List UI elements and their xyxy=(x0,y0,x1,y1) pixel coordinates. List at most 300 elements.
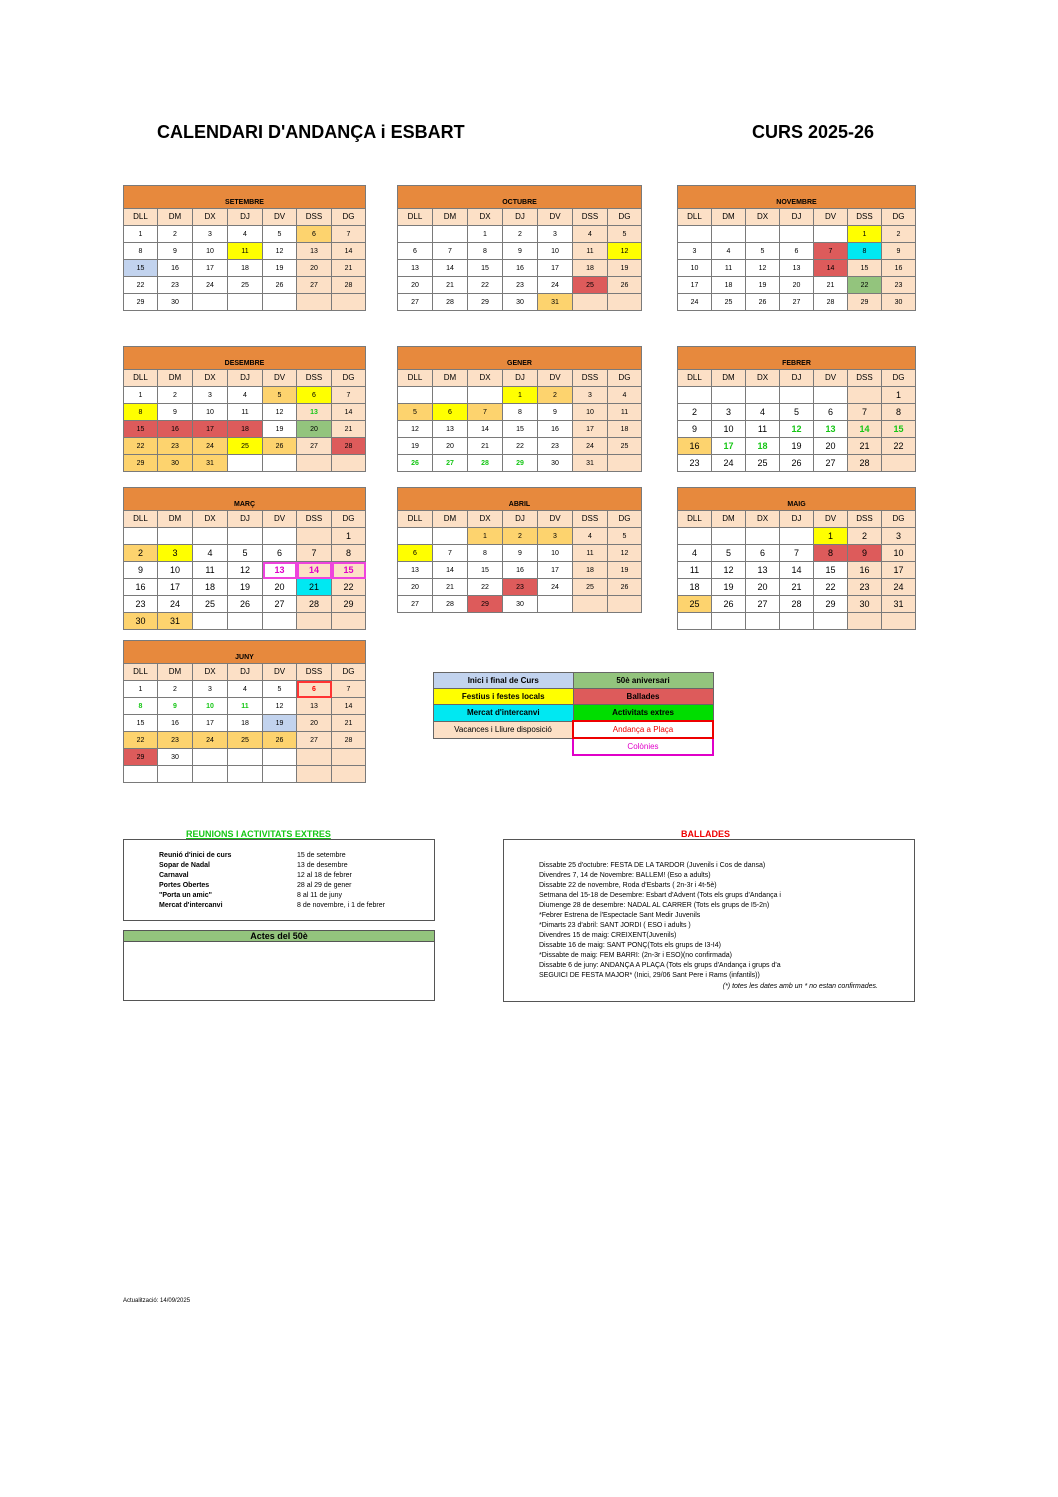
day-cell: 25 xyxy=(228,732,263,749)
empty-cell xyxy=(263,455,297,472)
legend-item: Inici i final de Curs xyxy=(434,673,574,689)
weekday-header: DV xyxy=(814,511,848,528)
empty-cell xyxy=(228,613,263,630)
day-cell: 24 xyxy=(193,732,228,749)
day-cell: 13 xyxy=(433,421,468,438)
month-name: DESEMBRE xyxy=(124,347,366,370)
day-cell: 17 xyxy=(678,277,712,294)
ballada-line: Dissabte 6 de juny: ANDANÇA A PLAÇA (Tots els grups d'Andança i grups d'a xyxy=(539,962,781,969)
day-cell: 1 xyxy=(124,387,158,404)
day-cell: 2 xyxy=(848,528,882,545)
empty-cell xyxy=(573,294,608,311)
day-cell: 18 xyxy=(228,260,263,277)
day-cell: 21 xyxy=(332,715,366,732)
day-cell: 8 xyxy=(468,545,503,562)
day-cell: 15 xyxy=(468,562,503,579)
day-cell: 11 xyxy=(608,404,642,421)
day-cell: 13 xyxy=(814,421,848,438)
legend-item: Mercat d'intercanvi xyxy=(434,705,574,722)
reunion-date: 8 al 11 de juny xyxy=(297,892,343,899)
empty-cell xyxy=(712,226,746,243)
weekday-header: DV xyxy=(538,370,573,387)
ballades-note: (*) totes les dates amb un * no estan confirmades. xyxy=(722,983,878,990)
weekday-header: DLL xyxy=(124,664,158,681)
day-cell: 13 xyxy=(297,243,332,260)
day-cell: 27 xyxy=(297,438,332,455)
day-cell: 17 xyxy=(538,260,573,277)
day-cell: 29 xyxy=(848,294,882,311)
day-cell: 18 xyxy=(678,579,712,596)
day-cell: 21 xyxy=(433,277,468,294)
day-cell: 12 xyxy=(228,562,263,579)
day-cell: 27 xyxy=(398,294,433,311)
day-cell: 3 xyxy=(538,528,573,545)
day-cell: 11 xyxy=(678,562,712,579)
day-cell: 5 xyxy=(780,404,814,421)
day-cell: 11 xyxy=(712,260,746,277)
empty-cell xyxy=(228,749,263,766)
weekday-header: DLL xyxy=(124,209,158,226)
day-cell: 23 xyxy=(503,579,538,596)
day-cell: 16 xyxy=(158,260,193,277)
day-cell: 23 xyxy=(158,732,193,749)
empty-cell xyxy=(780,528,814,545)
day-cell: 10 xyxy=(538,545,573,562)
weekday-header: DV xyxy=(263,664,297,681)
day-cell: 9 xyxy=(678,421,712,438)
weekday-header: DM xyxy=(433,370,468,387)
day-cell: 9 xyxy=(158,243,193,260)
day-cell: 2 xyxy=(538,387,573,404)
weekday-header: DX xyxy=(193,511,228,528)
day-cell: 2 xyxy=(678,404,712,421)
day-cell: 3 xyxy=(712,404,746,421)
weekday-header: DJ xyxy=(503,511,538,528)
day-cell: 18 xyxy=(228,715,263,732)
day-cell: 7 xyxy=(780,545,814,562)
day-cell: 13 xyxy=(297,698,332,715)
day-cell: 3 xyxy=(193,681,228,698)
empty-cell xyxy=(678,613,712,630)
empty-cell xyxy=(193,766,228,783)
day-cell: 28 xyxy=(297,596,332,613)
day-cell: 14 xyxy=(332,698,366,715)
day-cell: 11 xyxy=(573,243,608,260)
day-cell: 31 xyxy=(882,596,916,613)
day-cell: 26 xyxy=(263,277,297,294)
day-cell: 1 xyxy=(468,226,503,243)
empty-cell xyxy=(193,294,228,311)
day-cell: 5 xyxy=(712,545,746,562)
empty-cell xyxy=(398,226,433,243)
month-name: NOVEMBRE xyxy=(678,186,916,209)
weekday-header: DV xyxy=(538,209,573,226)
empty-cell xyxy=(297,766,332,783)
day-cell: 8 xyxy=(814,545,848,562)
ballada-line: Divendres 15 de maig: CREIXENT(Juvenils) xyxy=(539,932,677,939)
day-cell: 21 xyxy=(433,579,468,596)
weekday-header: DSS xyxy=(573,511,608,528)
legend-item: Ballades xyxy=(573,689,713,705)
legend-item: 50è aniversari xyxy=(573,673,713,689)
weekday-header: DX xyxy=(746,370,780,387)
day-cell: 4 xyxy=(193,545,228,562)
reunion-row xyxy=(159,862,348,872)
empty-cell xyxy=(124,766,158,783)
day-cell: 6 xyxy=(263,545,297,562)
day-cell: 23 xyxy=(848,579,882,596)
actes-title: Actes del 50è xyxy=(124,931,434,942)
day-cell: 8 xyxy=(124,243,158,260)
day-cell: 25 xyxy=(678,596,712,613)
empty-cell xyxy=(814,613,848,630)
weekday-header: DG xyxy=(332,664,366,681)
weekday-header: DM xyxy=(712,511,746,528)
day-cell: 15 xyxy=(468,260,503,277)
day-cell: 16 xyxy=(158,421,193,438)
day-cell: 27 xyxy=(746,596,780,613)
day-cell: 18 xyxy=(228,421,263,438)
day-cell: 14 xyxy=(814,260,848,277)
empty-cell xyxy=(678,528,712,545)
day-cell: 30 xyxy=(158,294,193,311)
reunion-name: Mercat d'intercanvi xyxy=(159,902,223,909)
ballada-line: Setmana del 15-18 de Desembre: Esbart d'Advent (Tots els grups d'Andança i xyxy=(539,892,781,899)
calendar-maig xyxy=(677,487,916,630)
calendar-octubre xyxy=(397,185,642,311)
empty-cell xyxy=(263,749,297,766)
empty-cell xyxy=(263,613,297,630)
day-cell: 15 xyxy=(882,421,916,438)
weekday-header: DSS xyxy=(297,664,332,681)
day-cell: 21 xyxy=(332,260,366,277)
day-cell: 15 xyxy=(814,562,848,579)
empty-cell xyxy=(158,528,193,545)
day-cell: 23 xyxy=(503,277,538,294)
day-cell: 24 xyxy=(678,294,712,311)
day-cell: 28 xyxy=(433,294,468,311)
day-cell: 18 xyxy=(573,562,608,579)
empty-cell xyxy=(882,613,916,630)
day-cell: 17 xyxy=(712,438,746,455)
empty-cell xyxy=(712,528,746,545)
weekday-header: DV xyxy=(814,209,848,226)
day-cell: 16 xyxy=(124,579,158,596)
empty-cell xyxy=(746,613,780,630)
day-cell: 8 xyxy=(468,243,503,260)
day-cell: 24 xyxy=(538,579,573,596)
day-cell: 25 xyxy=(573,579,608,596)
day-cell: 30 xyxy=(538,455,573,472)
weekday-header: DJ xyxy=(228,370,263,387)
month-name: OCTUBRE xyxy=(398,186,642,209)
day-cell: 23 xyxy=(678,455,712,472)
weekday-header: DLL xyxy=(678,370,712,387)
empty-cell xyxy=(780,613,814,630)
ballada-line: Divendres 7, 14 de Novembre: BALLEM! (Eso a adults) xyxy=(539,872,711,879)
weekday-header: DG xyxy=(332,370,366,387)
ballada-line: Dissabte 22 de novembre, Roda d'Esbarts ( 2n-3r i 4t-5è) xyxy=(539,882,717,889)
day-cell: 4 xyxy=(608,387,642,404)
weekday-header: DJ xyxy=(503,370,538,387)
day-cell: 19 xyxy=(608,562,642,579)
weekday-header: DSS xyxy=(848,209,882,226)
day-cell: 31 xyxy=(573,455,608,472)
day-cell: 23 xyxy=(124,596,158,613)
day-cell: 1 xyxy=(124,681,158,698)
day-cell: 27 xyxy=(297,732,332,749)
day-cell: 19 xyxy=(780,438,814,455)
ballada-line: *Dimarts 23 d'abril: SANT JORDI ( ESO i adults ) xyxy=(539,922,691,929)
day-cell: 13 xyxy=(263,562,297,579)
empty-cell xyxy=(263,528,297,545)
day-cell: 18 xyxy=(608,421,642,438)
day-cell: 30 xyxy=(848,596,882,613)
empty-cell xyxy=(193,528,228,545)
ballada-line: Dissabte 25 d'octubre: FESTA DE LA TARDOR (Juvenils i Cos de dansa) xyxy=(539,862,766,869)
day-cell: 9 xyxy=(503,545,538,562)
day-cell: 23 xyxy=(158,277,193,294)
weekday-header: DLL xyxy=(398,511,433,528)
day-cell: 15 xyxy=(503,421,538,438)
day-cell: 9 xyxy=(158,698,193,715)
day-cell: 28 xyxy=(332,277,366,294)
day-cell: 6 xyxy=(814,404,848,421)
day-cell: 14 xyxy=(433,260,468,277)
day-cell: 16 xyxy=(678,438,712,455)
day-cell: 28 xyxy=(780,596,814,613)
month-name: JUNY xyxy=(124,641,366,664)
day-cell: 4 xyxy=(712,243,746,260)
empty-cell xyxy=(398,528,433,545)
reunion-name: Carnaval xyxy=(159,872,189,879)
day-cell: 6 xyxy=(398,545,433,562)
empty-cell xyxy=(297,455,332,472)
day-cell: 28 xyxy=(814,294,848,311)
day-cell: 1 xyxy=(468,528,503,545)
empty-cell xyxy=(780,226,814,243)
day-cell: 21 xyxy=(814,277,848,294)
day-cell: 7 xyxy=(332,387,366,404)
day-cell: 22 xyxy=(124,732,158,749)
day-cell: 25 xyxy=(746,455,780,472)
weekday-header: DSS xyxy=(297,209,332,226)
day-cell: 6 xyxy=(297,681,332,698)
empty-cell xyxy=(332,455,366,472)
day-cell: 20 xyxy=(398,277,433,294)
day-cell: 23 xyxy=(882,277,916,294)
day-cell: 24 xyxy=(538,277,573,294)
weekday-header: DV xyxy=(263,370,297,387)
weekday-header: DX xyxy=(193,209,228,226)
day-cell: 29 xyxy=(124,294,158,311)
legend-table xyxy=(433,672,714,756)
day-cell: 28 xyxy=(848,455,882,472)
empty-cell xyxy=(814,387,848,404)
day-cell: 21 xyxy=(468,438,503,455)
weekday-header: DJ xyxy=(780,370,814,387)
reunion-date: 13 de desembre xyxy=(297,862,348,869)
day-cell: 26 xyxy=(780,455,814,472)
day-cell: 29 xyxy=(468,596,503,613)
day-cell: 30 xyxy=(882,294,916,311)
day-cell: 12 xyxy=(608,545,642,562)
day-cell: 14 xyxy=(848,421,882,438)
day-cell: 3 xyxy=(882,528,916,545)
day-cell: 6 xyxy=(433,404,468,421)
empty-cell xyxy=(193,613,228,630)
weekday-header: DLL xyxy=(398,209,433,226)
calendar-juny xyxy=(123,640,366,783)
reunion-row xyxy=(159,852,346,862)
day-cell: 4 xyxy=(573,528,608,545)
reunion-date: 28 al 29 de gener xyxy=(297,882,352,889)
day-cell: 30 xyxy=(158,749,193,766)
empty-cell xyxy=(678,226,712,243)
day-cell: 7 xyxy=(468,404,503,421)
day-cell: 9 xyxy=(503,243,538,260)
course-title: CURS 2025-26 xyxy=(752,122,875,142)
weekday-header: DM xyxy=(433,209,468,226)
day-cell: 11 xyxy=(193,562,228,579)
day-cell: 15 xyxy=(124,260,158,277)
actes-box xyxy=(123,930,435,1001)
day-cell: 14 xyxy=(433,562,468,579)
weekday-header: DJ xyxy=(503,209,538,226)
day-cell: 2 xyxy=(158,387,193,404)
reunion-date: 12 al 18 de febrer xyxy=(297,872,352,879)
day-cell: 5 xyxy=(263,226,297,243)
day-cell: 20 xyxy=(398,579,433,596)
month-name: SETEMBRE xyxy=(124,186,366,209)
reunions-title: REUNIONS I ACTIVITATS EXTRES xyxy=(186,829,331,839)
day-cell: 8 xyxy=(848,243,882,260)
day-cell: 12 xyxy=(746,260,780,277)
weekday-header: DSS xyxy=(573,209,608,226)
day-cell: 22 xyxy=(332,579,366,596)
day-cell: 13 xyxy=(780,260,814,277)
day-cell: 7 xyxy=(332,226,366,243)
day-cell: 28 xyxy=(332,438,366,455)
day-cell: 19 xyxy=(228,579,263,596)
day-cell: 2 xyxy=(882,226,916,243)
weekday-header: DX xyxy=(746,511,780,528)
day-cell: 13 xyxy=(746,562,780,579)
weekday-header: DLL xyxy=(124,370,158,387)
day-cell: 26 xyxy=(263,732,297,749)
day-cell: 20 xyxy=(814,438,848,455)
day-cell: 5 xyxy=(746,243,780,260)
day-cell: 2 xyxy=(158,226,193,243)
weekday-header: DM xyxy=(158,209,193,226)
day-cell: 27 xyxy=(433,455,468,472)
weekday-header: DJ xyxy=(780,511,814,528)
weekday-header: DG xyxy=(882,370,916,387)
ballada-line: Dissabte 16 de maig: SANT PONÇ(Tots els grups de I3-I4) xyxy=(539,942,721,949)
weekday-header: DJ xyxy=(780,209,814,226)
empty-cell xyxy=(746,387,780,404)
day-cell: 12 xyxy=(712,562,746,579)
day-cell: 15 xyxy=(124,421,158,438)
day-cell: 4 xyxy=(228,387,263,404)
day-cell: 3 xyxy=(678,243,712,260)
day-cell: 6 xyxy=(746,545,780,562)
legend-empty xyxy=(434,738,574,755)
day-cell: 29 xyxy=(124,749,158,766)
day-cell: 1 xyxy=(124,226,158,243)
day-cell: 29 xyxy=(814,596,848,613)
day-cell: 1 xyxy=(882,387,916,404)
calendar-novembre xyxy=(677,185,916,311)
day-cell: 26 xyxy=(746,294,780,311)
legend-item: Festius i festes locals xyxy=(434,689,574,705)
day-cell: 25 xyxy=(193,596,228,613)
day-cell: 7 xyxy=(814,243,848,260)
day-cell: 16 xyxy=(882,260,916,277)
day-cell: 1 xyxy=(848,226,882,243)
day-cell: 12 xyxy=(608,243,642,260)
weekday-header: DG xyxy=(882,511,916,528)
day-cell: 30 xyxy=(503,294,538,311)
day-cell: 5 xyxy=(263,681,297,698)
empty-cell xyxy=(332,766,366,783)
day-cell: 14 xyxy=(297,562,332,579)
empty-cell xyxy=(433,387,468,404)
day-cell: 27 xyxy=(263,596,297,613)
day-cell: 16 xyxy=(503,562,538,579)
day-cell: 8 xyxy=(503,404,538,421)
empty-cell xyxy=(573,596,608,613)
empty-cell xyxy=(712,613,746,630)
day-cell: 20 xyxy=(297,260,332,277)
day-cell: 9 xyxy=(158,404,193,421)
day-cell: 22 xyxy=(468,277,503,294)
day-cell: 13 xyxy=(398,260,433,277)
empty-cell xyxy=(538,596,573,613)
day-cell: 18 xyxy=(712,277,746,294)
day-cell: 22 xyxy=(503,438,538,455)
day-cell: 22 xyxy=(124,277,158,294)
day-cell: 29 xyxy=(468,294,503,311)
day-cell: 9 xyxy=(124,562,158,579)
weekday-header: DX xyxy=(746,209,780,226)
day-cell: 8 xyxy=(332,545,366,562)
weekday-header: DG xyxy=(882,209,916,226)
empty-cell xyxy=(297,613,332,630)
day-cell: 25 xyxy=(573,277,608,294)
day-cell: 19 xyxy=(398,438,433,455)
ballada-line: *Dissabte de maig: FEM BARRI: (2n-3r i ESO)(no confirmada) xyxy=(539,952,732,959)
day-cell: 16 xyxy=(848,562,882,579)
day-cell: 11 xyxy=(228,404,263,421)
day-cell: 11 xyxy=(746,421,780,438)
reunion-name: Reunió d'inici de curs xyxy=(159,852,232,859)
update-date: Actualització: 14/09/2025 xyxy=(123,1298,191,1304)
day-cell: 21 xyxy=(848,438,882,455)
weekday-header: DM xyxy=(712,370,746,387)
day-cell: 20 xyxy=(297,715,332,732)
empty-cell xyxy=(297,528,332,545)
month-name: FEBRER xyxy=(678,347,916,370)
day-cell: 4 xyxy=(573,226,608,243)
empty-cell xyxy=(228,294,263,311)
weekday-header: DX xyxy=(468,511,503,528)
weekday-header: DSS xyxy=(848,370,882,387)
day-cell: 19 xyxy=(263,715,297,732)
empty-cell xyxy=(468,387,503,404)
empty-cell xyxy=(712,387,746,404)
day-cell: 19 xyxy=(746,277,780,294)
